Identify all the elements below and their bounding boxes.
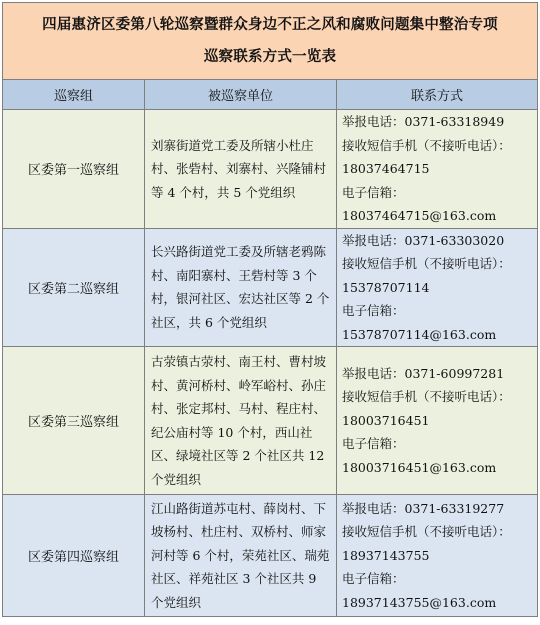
header-contact: 联系方式	[337, 80, 538, 110]
sms-number: 18003716451	[342, 412, 430, 428]
header-units: 被巡察单位	[145, 80, 337, 110]
group-name: 区委第三巡察组	[3, 347, 145, 495]
title-line-2: 巡察联系方式一览表	[203, 48, 337, 65]
table-title	[3, 3, 538, 80]
group-name: 区委第四巡察组	[3, 495, 145, 617]
sms-number: 18037464715	[342, 161, 430, 176]
email-address[interactable]: 18003716451@163.com	[342, 459, 497, 475]
sms-label: 接收短信手机（不接听电话）：	[342, 389, 511, 405]
report-phone: 举报电话：0371-63303020	[342, 232, 505, 248]
table-row	[3, 228, 538, 347]
email-label: 电子信箱：	[342, 184, 405, 200]
email-address[interactable]: 18937143755@163.com	[342, 594, 497, 610]
sms-label: 接收短信手机（不接听电话）：	[342, 524, 511, 540]
table-row	[3, 347, 538, 495]
sms-label: 接收短信手机（不接听电话）：	[342, 137, 511, 153]
email-address[interactable]: 15378707114@163.com	[342, 326, 497, 342]
units-text: 江山路街道苏屯村、薛岗村、下坡杨村、杜庄村、双桥村、师家河村等 6 个村，荣苑社区、瑞苑社区、祥苑社区 3 个社区共 9 个党组织	[145, 495, 337, 617]
patrol-contact-table	[2, 2, 538, 617]
title-row	[3, 3, 538, 80]
email-label: 电子信箱：	[342, 436, 405, 452]
group-name: 区委第二巡察组	[3, 228, 145, 347]
group-name: 区委第一巡察组	[3, 110, 145, 229]
table-row	[3, 110, 538, 229]
units-text: 古荥镇古荥村、南王村、曹村坡村、黄河桥村、岭军峪村、孙庄村、张定邦村、马村、程庄村、纪公庙村等 10 个村，西山社区、绿境社区等 2 个社区共 12 个党组织	[145, 347, 337, 495]
report-phone: 举报电话：0371-63318949	[342, 114, 505, 129]
contact-info	[337, 228, 538, 347]
title-line-1: 四届惠济区委第八轮巡察暨群众身边不正之风和腐败问题集中整治专项	[42, 16, 498, 33]
units-text: 长兴路街道党工委及所辖老鸦陈村、南阳寨村、王砦村等 3 个村，银河社区、宏达社区等 2 个社区，共 6 个党组织	[145, 228, 337, 347]
units-text: 刘寨街道党工委及所辖小杜庄村、张砦村、刘寨村、兴隆铺村等 4 个村，共 5 个党组织	[145, 110, 337, 229]
table-row	[3, 495, 538, 617]
report-phone: 举报电话：0371-63319277	[342, 500, 505, 516]
contact-info	[337, 347, 538, 495]
contact-info	[337, 110, 538, 229]
header-row	[3, 80, 538, 110]
contact-info	[337, 495, 538, 617]
sms-number: 15378707114	[342, 279, 430, 295]
sms-label: 接收短信手机（不接听电话）：	[342, 256, 511, 271]
email-label: 电子信箱：	[342, 303, 405, 318]
sms-number: 18937143755	[342, 547, 430, 563]
header-group: 巡察组	[3, 80, 145, 110]
report-phone: 举报电话：0371-60997281	[342, 365, 505, 381]
email-address[interactable]: 18037464715@163.com	[342, 208, 497, 223]
email-label: 电子信箱：	[342, 571, 405, 587]
